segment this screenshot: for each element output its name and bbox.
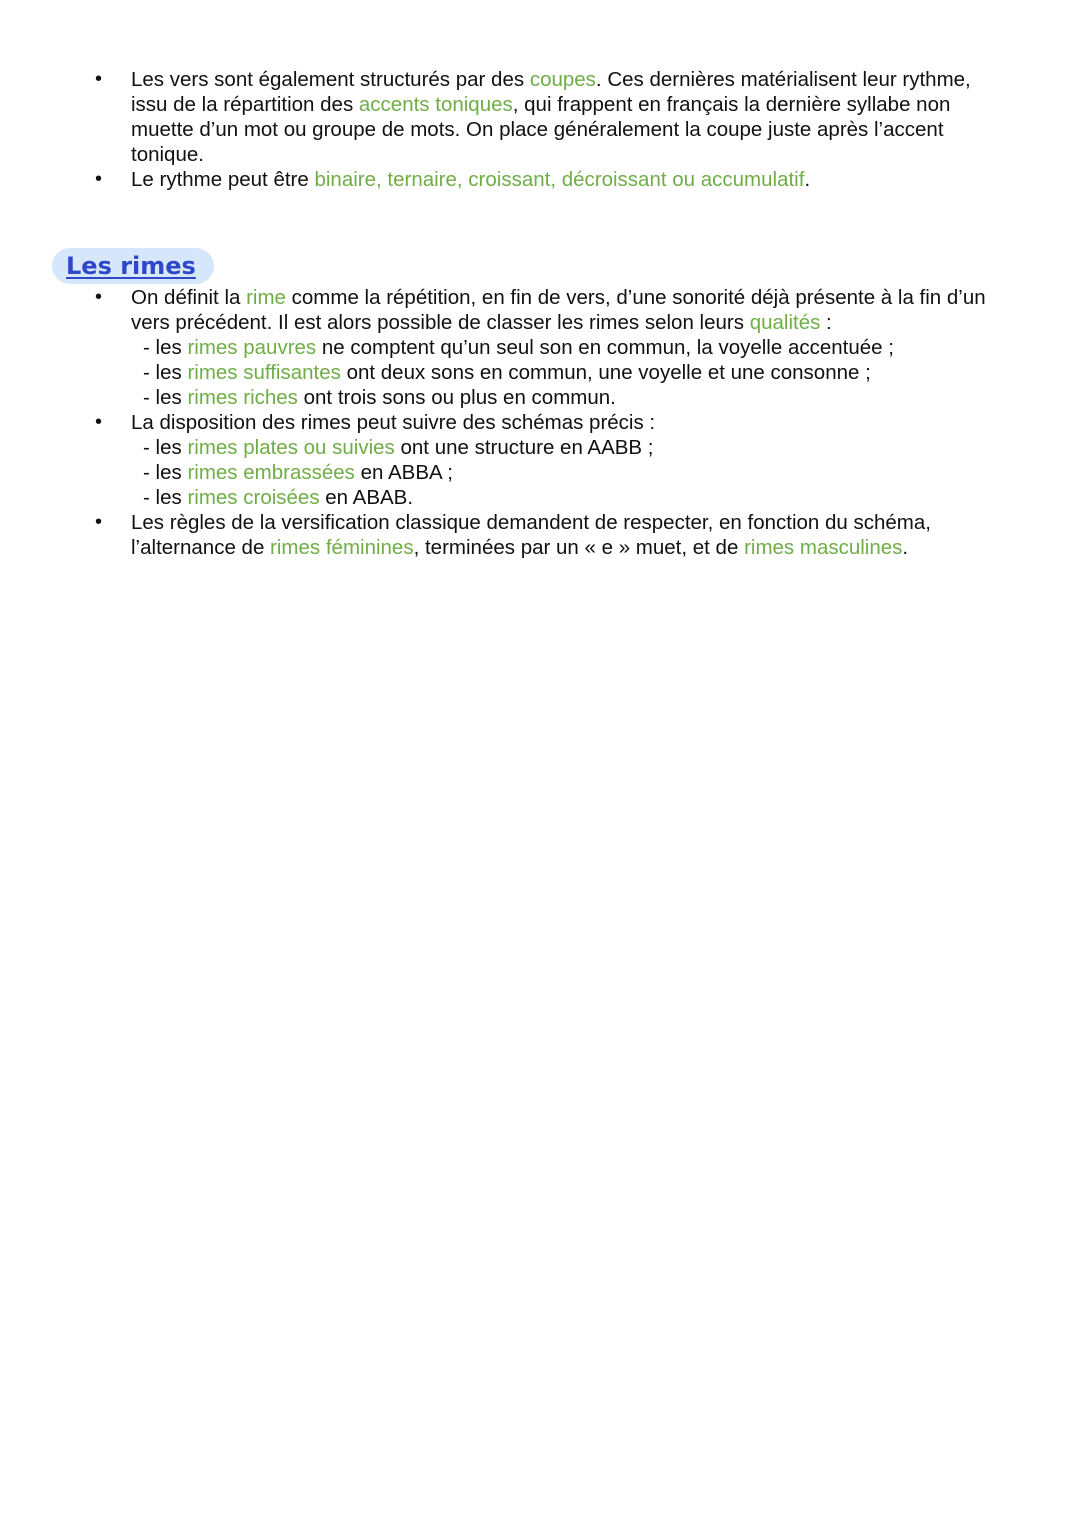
sub-item (131, 460, 1010, 485)
list-item (0, 510, 1080, 560)
list-item (0, 285, 1080, 410)
sub-item (131, 435, 1010, 460)
keyword: rimes croisées (187, 486, 320, 509)
keyword: accents toniques (358, 93, 513, 116)
text-run: - les (143, 386, 188, 409)
list-item (0, 67, 1080, 167)
text-run: ne comptent qu’un seul son en commun, la voyelle accentuée ; (316, 336, 894, 359)
rimes-bullet-list (0, 285, 1080, 560)
text-run: comme la répétition, en fin de vers, d’une sonorité déjà présente à la fin d’un vers précédent. Il est alors possible de classer les rimes selon leurs (131, 286, 986, 334)
text-run: - les (143, 486, 188, 509)
rimes-section (0, 285, 1080, 560)
keyword: binaire, ternaire, croissant, décroissant ou accumulatif (314, 168, 805, 191)
section-heading: Les rimes (52, 248, 214, 284)
text-run: en ABBA ; (354, 461, 453, 484)
list-item (0, 167, 1080, 192)
sub-item (131, 385, 1010, 410)
text-run: Le rythme peut être (131, 168, 315, 191)
text-run: La disposition des rimes peut suivre des schémas précis : (131, 411, 656, 434)
text-run: , terminées par un « e » muet, et de (413, 536, 745, 559)
text-run: Les règles de la versification classique demandent de respecter, en fonction du schéma, l’alternance de (131, 511, 931, 559)
text-run: ont deux sons en commun, une voyelle et une consonne ; (340, 361, 871, 384)
keyword: rimes suffisantes (187, 361, 341, 384)
text-run: : (820, 311, 832, 334)
sub-item (131, 360, 1010, 385)
text-run: ont une structure en AABB ; (394, 436, 654, 459)
text-run: - les (143, 461, 188, 484)
rhythm-section (0, 67, 1080, 192)
text-run: - les (143, 361, 188, 384)
text-run: . (902, 536, 909, 559)
keyword: qualités (749, 311, 821, 334)
text-run: - les (143, 336, 188, 359)
keyword: rimes pauvres (187, 336, 317, 359)
sub-item (131, 335, 1010, 360)
keyword: rimes féminines (270, 536, 414, 559)
text-run: , qui frappent en français la dernière syllabe non muette d’un mot ou groupe de mots. On place généralement la coupe juste après l’accent tonique. (131, 93, 951, 166)
list-item (0, 410, 1080, 510)
keyword: coupes (529, 68, 596, 91)
text-run: . (804, 168, 811, 191)
text-run: Les vers sont également structurés par des (131, 68, 530, 91)
rimes-heading-wrap (52, 248, 214, 284)
sub-item (131, 485, 1010, 510)
keyword: rimes masculines (744, 536, 903, 559)
text-run: - les (143, 436, 188, 459)
rhythm-bullet-list (0, 67, 1080, 192)
text-run: en ABAB. (319, 486, 414, 509)
keyword: rime (246, 286, 286, 309)
keyword: rimes riches (187, 386, 298, 409)
text-run: ont trois sons ou plus en commun. (297, 386, 616, 409)
text-run: On définit la (131, 286, 247, 309)
text-run: . Ces dernières matérialisent leur rythme, issu de la répartition des (131, 68, 971, 116)
keyword: rimes embrassées (187, 461, 355, 484)
keyword: rimes plates ou suivies (187, 436, 395, 459)
